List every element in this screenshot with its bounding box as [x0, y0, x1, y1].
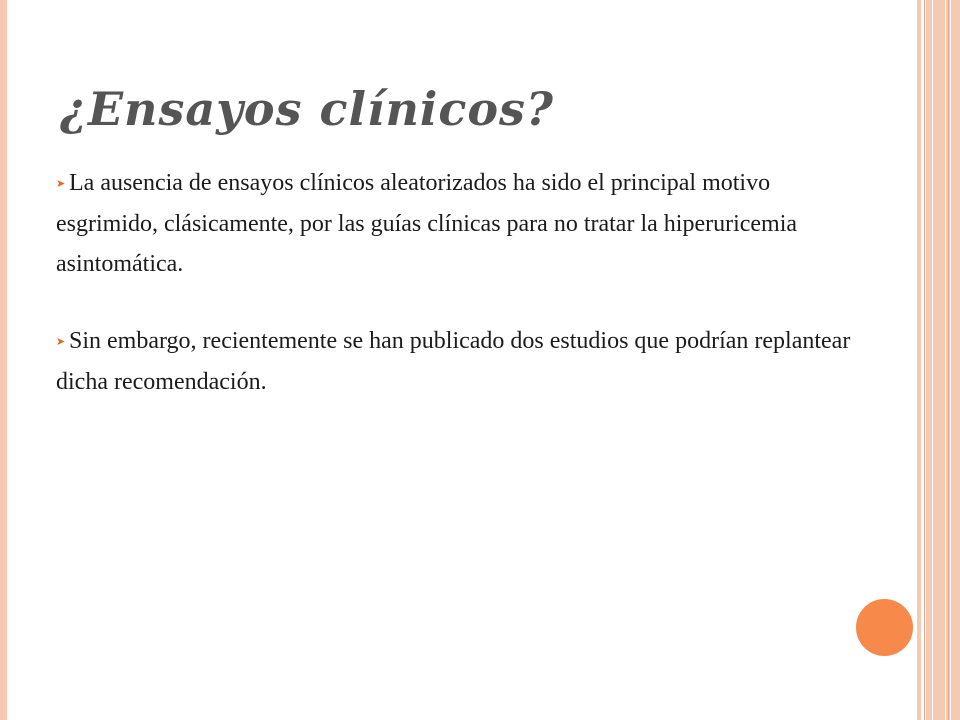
right-decorative-band — [933, 0, 945, 720]
accent-circle — [854, 597, 915, 658]
left-decorative-border — [0, 0, 7, 720]
arrow-bullet-icon: ➤ — [56, 178, 66, 190]
arrow-bullet-icon: ➤ — [56, 336, 66, 348]
right-decorative-line — [924, 0, 925, 720]
right-decorative-band — [926, 0, 932, 720]
slide-title: ¿Ensayos clínicos? — [60, 82, 554, 136]
bullet-item — [56, 321, 856, 402]
bullet-text: Sin embargo, recientemente se han publicado dos estudios que podrían replantear dicha recomendación. — [56, 328, 851, 395]
right-decorative-line — [948, 0, 949, 720]
bullet-item — [56, 163, 856, 284]
right-decorative-band — [917, 0, 921, 720]
slide-body — [56, 163, 856, 439]
bullet-text: La ausencia de ensayos clínicos aleatorizados ha sido el principal motivo esgrimido, clásicamente, por las guías clínicas para no tratar la hiperuricemia asintomática. — [56, 170, 798, 277]
right-decorative-band — [951, 0, 960, 720]
